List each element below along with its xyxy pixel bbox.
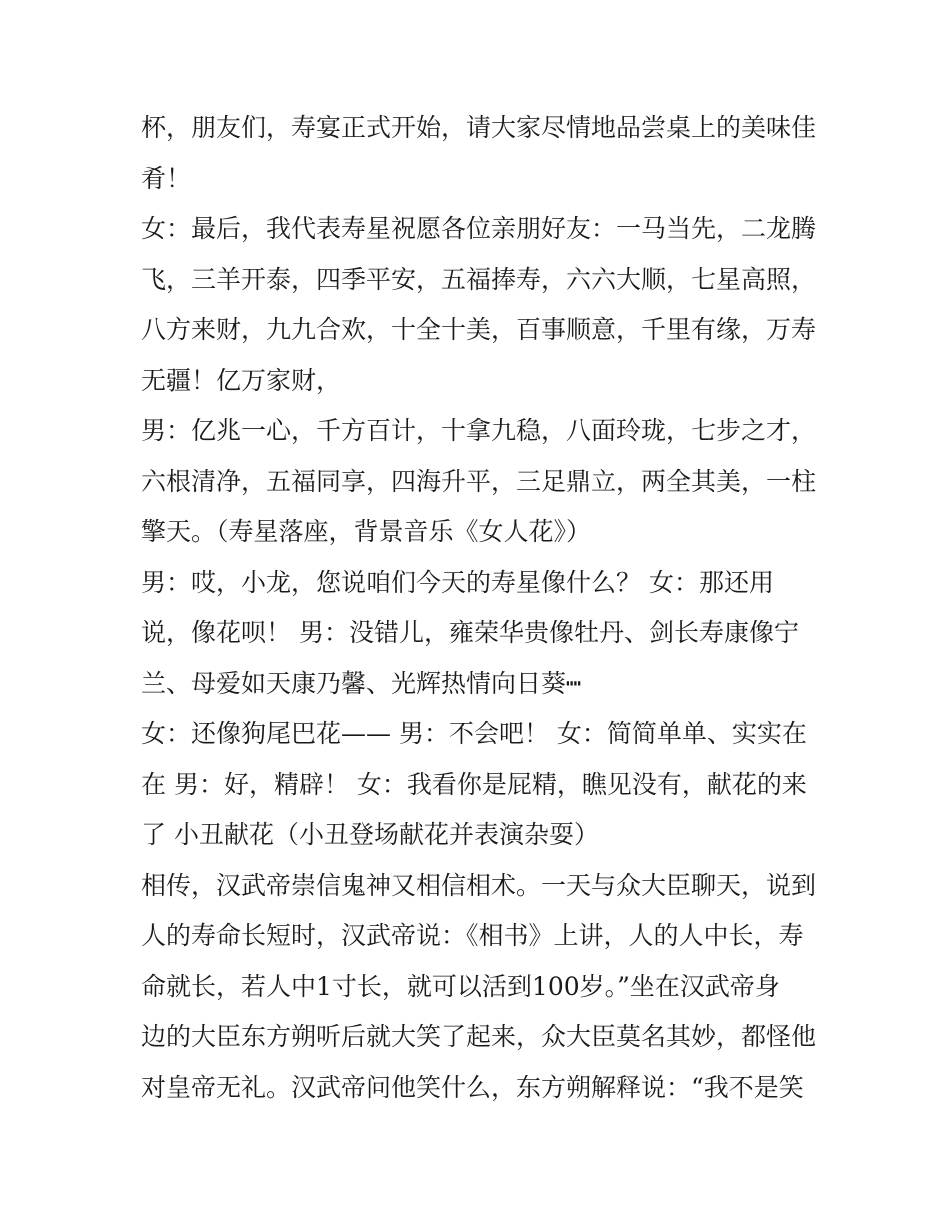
body-text [141, 103, 821, 1113]
text-line: 边的大臣东方朔听后就大笑了起来，众大臣莫名其妙，都怪他 [141, 1022, 817, 1051]
text-line: 说，像花呗！ 男：没错儿，雍荣华贵像牡丹、剑长寿康像宁 [141, 618, 799, 647]
text-line: 肴！ [141, 163, 192, 193]
text-line: 了 小丑献花（小丑登场献花并表演杂耍） [141, 820, 599, 849]
text-line: 擎天。（寿星落座，背景音乐《女人花》） [141, 517, 592, 546]
text-line: 在 男：好，精辟！ 女：我看你是屁精，瞧见没有，献花的来 [141, 769, 807, 799]
text-line: 女：还像狗尾巴花—— 男：不会吧！ 女：简简单单、实实在 [141, 719, 807, 748]
text-line: 兰、母爱如天康乃馨、光辉热情向日葵┉ [141, 668, 582, 698]
text-line: 女：最后，我代表寿星祝愿各位亲朋好友：一马当先，二龙腾 [141, 214, 817, 243]
text-line: 男：亿兆一心，千方百计，十拿九稳，八面玲珑，七步之才， [141, 416, 817, 445]
text-line: 飞，三羊开泰，四季平安，五福捧寿，六六大顺，七星高照， [141, 264, 817, 294]
text-line: 无疆！亿万家财， [141, 365, 342, 395]
text-line: 杯，朋友们，寿宴正式开始，请大家尽情地品尝桌上的美味佳 [141, 113, 817, 142]
text-line: 男：哎，小龙，您说咱们今天的寿星像什么？ 女：那还用 [141, 567, 774, 597]
text-line: 八方来财，九九合欢，十全十美，百事顺意，千里有缘，万寿 [141, 315, 817, 344]
text-line: 六根清净，五福同享，四海升平，三足鼎立，两全其美，一柱 [141, 466, 817, 496]
text-line: 相传，汉武帝崇信鬼神又相信相术。一天与众大臣聊天，说到 [141, 870, 817, 900]
text-line: 命就长，若人中1寸长，就可以活到100岁。”坐在汉武帝身 [141, 971, 780, 1001]
text-line: 对皇帝无礼。汉武帝问他笑什么，东方朔解释说：“我不是笑 [141, 1072, 804, 1102]
text-line: 人的寿命长短时，汉武帝说：《相书》上讲，人的人中长，寿 [141, 921, 804, 950]
